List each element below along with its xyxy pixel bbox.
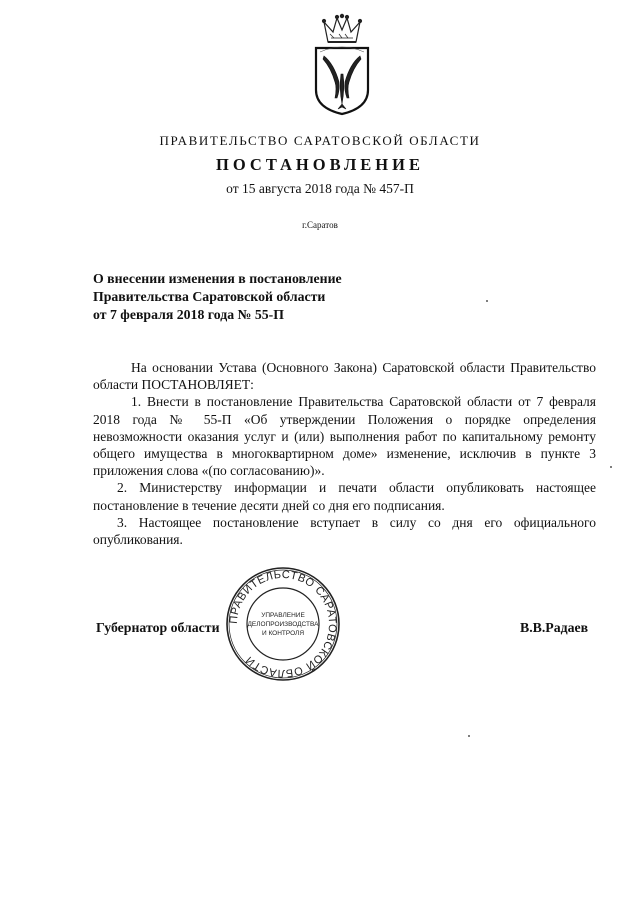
stamp-center-line: И КОНТРОЛЯ: [261, 630, 305, 637]
document-date-number: от 15 августа 2018 года № 457-П: [226, 181, 414, 196]
signatory-name: В.В.Радаев: [520, 620, 589, 635]
coat-of-arms-emblem: [304, 12, 380, 116]
body-paragraph-2: 2. Министерству информации и печати области опубликовать настоящее постановление в течение десяти дней со дня его подписания.: [93, 480, 596, 513]
document-city: г.Саратов: [302, 220, 338, 230]
subject-line: от 7 февраля 2018 года № 55-П: [93, 307, 284, 322]
stamp-center-line: ДЕЛОПРОИЗВОДСТВА: [247, 621, 319, 628]
stamp-ring-text: ПРАВИТЕЛЬСТВО САРАТОВСКОЙ ОБЛАСТИ: [227, 568, 339, 680]
signatory-title: Губернатор области: [96, 620, 220, 635]
scan-speck: [486, 300, 488, 302]
document-body: [93, 359, 596, 548]
subject-line: О внесении изменения в постановление: [93, 271, 342, 286]
document-subject: [93, 270, 413, 324]
document-type-title: ПОСТАНОВЛЕНИЕ: [216, 155, 424, 174]
stamp-center-line: УПРАВЛЕНИЕ: [261, 612, 305, 619]
body-paragraph-1: 1. Внести в постановление Правительства Саратовской области от 7 февраля 2018 года № 55-П «Об утверждении Положения о порядке определения невозможности оказания услуг и (или) выполнения работ по капитальному ремонту общего имущества в многоквартирном доме» изменение, исключив в пункте 3 приложения слова «(по согласованию)».: [93, 394, 596, 479]
subject-line: Правительства Саратовской области: [93, 289, 326, 304]
official-stamp: [224, 565, 342, 683]
preamble-paragraph: На основании Устава (Основного Закона) Саратовской области Правительство области ПОСТАНОВЛЯЕТ:: [93, 360, 596, 393]
scan-speck: [610, 466, 612, 468]
government-name: ПРАВИТЕЛЬСТВО САРАТОВСКОЙ ОБЛАСТИ: [159, 133, 481, 148]
body-paragraph-3: 3. Настоящее постановление вступает в силу со дня его официального опубликования.: [93, 514, 596, 548]
scan-speck: [468, 735, 470, 737]
